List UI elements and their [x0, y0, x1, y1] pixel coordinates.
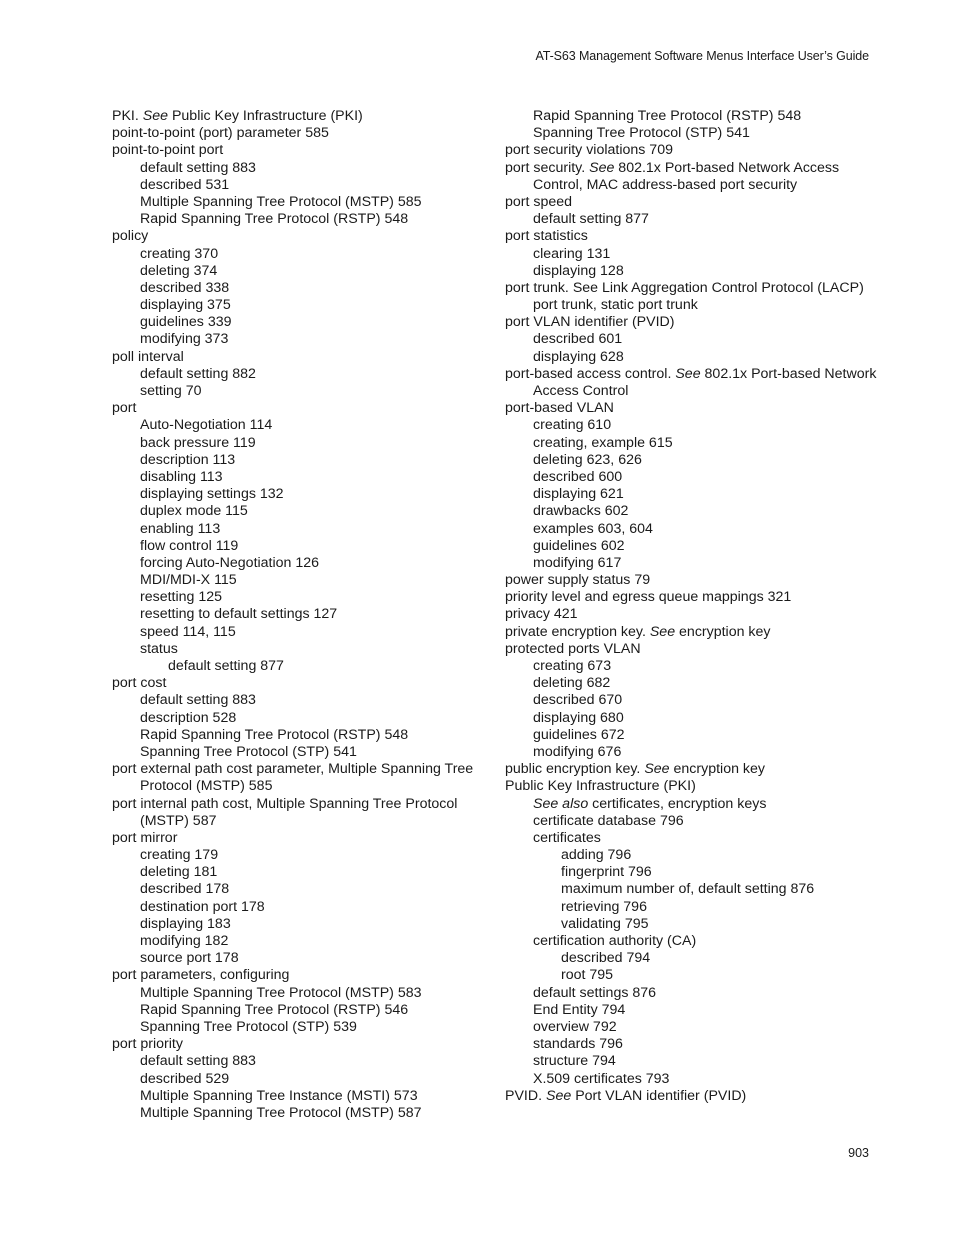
index-entry-text: displaying 621	[533, 486, 624, 503]
index-entry-text: default setting 882	[140, 365, 256, 382]
index-entry	[112, 452, 492, 469]
index-entry-text: deleting 682	[533, 675, 611, 692]
index-column-left	[112, 108, 492, 1122]
index-entry	[505, 331, 890, 348]
index-entry-text: Rapid Spanning Tree Protocol (RSTP) 546	[140, 1001, 409, 1018]
index-entry-text: Multiple Spanning Tree Protocol (MSTP) 587	[140, 1104, 422, 1121]
index-entry-text: described 600	[533, 468, 623, 485]
index-entry-text: priority level and egress queue mappings 321	[505, 589, 792, 606]
index-entry-text: MDI/MDI-X 115	[140, 572, 237, 589]
index-entry-text: port VLAN identifier (PVID)	[505, 314, 675, 331]
see-reference: See also	[533, 795, 589, 812]
index-entry-text: modifying 676	[533, 743, 622, 760]
index-entry	[505, 658, 890, 675]
index-entry	[505, 950, 890, 967]
index-entry-text: displaying settings 132	[140, 486, 284, 503]
index-entry-text: displaying 128	[533, 262, 624, 279]
index-entry	[112, 331, 492, 348]
index-entry	[505, 108, 890, 125]
index-entry	[505, 933, 890, 950]
index-entry-text: default setting 877	[533, 211, 649, 228]
index-entry	[505, 1071, 890, 1088]
index-entry-text: Multiple Spanning Tree Protocol (MSTP) 583	[140, 984, 422, 1001]
index-entry-text: described 531	[140, 176, 230, 193]
index-entry	[505, 400, 890, 417]
index-entry	[505, 125, 890, 142]
index-entry	[112, 211, 492, 228]
index-entry-text: point-to-point (port) parameter 585	[112, 125, 329, 142]
index-entry-text: creating 370	[140, 245, 219, 262]
index-entry	[112, 1019, 492, 1036]
index-entry	[505, 280, 890, 314]
index-entry	[112, 589, 492, 606]
index-entry-text: validating 795	[561, 915, 649, 932]
index-entry	[112, 641, 492, 658]
index-entry-text: port cost	[112, 675, 167, 692]
index-entry-text: displaying 375	[140, 297, 231, 314]
index-entry	[112, 263, 492, 280]
index-entry	[505, 641, 890, 658]
index-entry-text: described 338	[140, 279, 230, 296]
index-entry-continuation: port trunk, static port trunk	[533, 297, 698, 314]
index-entry	[505, 486, 890, 503]
index-entry	[505, 1053, 890, 1070]
index-entry	[505, 692, 890, 709]
index-entry	[505, 572, 890, 589]
index-entry-text: described 178	[140, 881, 230, 898]
index-entry-text: power supply status 79	[505, 572, 651, 589]
index-entry	[505, 778, 890, 795]
index-entry-text: default settings 876	[533, 984, 657, 1001]
index-entry	[112, 950, 492, 967]
index-entry-text: root 795	[561, 967, 614, 984]
index-entry	[112, 417, 492, 434]
index-entry	[505, 847, 890, 864]
index-entry-text: Rapid Spanning Tree Protocol (RSTP) 548	[140, 211, 409, 228]
index-entry-text: Port VLAN identifier (PVID)	[571, 1087, 747, 1104]
index-entry-text: port parameters, configuring	[112, 967, 290, 984]
index-entry-text: policy	[112, 228, 149, 245]
index-entry	[505, 160, 890, 194]
index-entry-text: flow control 119	[140, 537, 239, 554]
index-entry	[505, 727, 890, 744]
index-entry	[112, 246, 492, 263]
index-entry	[112, 1036, 492, 1053]
index-entry-continuation: Control, MAC address-based port security	[533, 176, 798, 193]
index-entry	[112, 383, 492, 400]
see-reference: See	[142, 108, 169, 124]
index-entry-text: deleting 181	[140, 864, 218, 881]
index-entry-text: 802.1x Port-based Network Access	[614, 159, 840, 176]
index-entry-text: Public Key Infrastructure (PKI)	[168, 108, 363, 124]
index-entry	[112, 1002, 492, 1019]
index-entry-text: port speed	[505, 193, 573, 210]
index-entry	[505, 606, 890, 623]
index-entry-text: modifying 182	[140, 933, 229, 949]
index-entry	[112, 624, 492, 641]
page-number: 903	[848, 1146, 869, 1160]
index-entry	[112, 1071, 492, 1088]
index-entry-text: certificates, encryption keys	[588, 795, 767, 812]
index-entry-text: resetting to default settings 127	[140, 606, 338, 623]
index-entry	[505, 228, 890, 245]
index-entry-continuation: Protocol (MSTP) 585	[140, 778, 273, 795]
index-entry-text: certificates	[533, 829, 601, 846]
index-entry-text: standards 796	[533, 1036, 623, 1053]
index-entry	[112, 435, 492, 452]
index-entry-text: Spanning Tree Protocol (STP) 541	[140, 743, 357, 760]
index-entry-text: adding 796	[561, 847, 632, 864]
index-entry	[112, 314, 492, 331]
index-entry	[505, 744, 890, 761]
index-entry-text: Auto-Negotiation 114	[140, 417, 273, 434]
index-entry	[112, 761, 492, 795]
index-entry	[505, 624, 890, 641]
index-entry-text: privacy 421	[505, 606, 578, 623]
index-entry-text: fingerprint 796	[561, 864, 652, 881]
index-entry-text: Spanning Tree Protocol (STP) 539	[140, 1018, 357, 1035]
index-entry-text: structure 794	[533, 1053, 616, 1070]
index-entry-text: status	[140, 640, 178, 657]
index-entry-text: maximum number of, default setting 876	[561, 881, 815, 898]
index-entry-text: certificate database 796	[533, 812, 684, 829]
index-entry	[112, 125, 492, 142]
index-entry-text: enabling 113	[140, 520, 221, 537]
index-entry	[505, 1036, 890, 1053]
index-entry-text: port priority	[112, 1036, 183, 1053]
index-entry-text: certification authority (CA)	[533, 933, 697, 949]
index-entry-text: description 113	[140, 451, 236, 468]
index-entry-text: disabling 113	[140, 468, 223, 485]
index-entry	[112, 658, 492, 675]
index-entry-text: protected ports VLAN	[505, 640, 641, 657]
index-entry	[505, 469, 890, 486]
index-entry	[112, 486, 492, 503]
index-entry	[505, 555, 890, 572]
index-entry-text: 802.1x Port-based Network	[700, 365, 877, 382]
index-entry-text: port statistics	[505, 228, 588, 245]
index-entry	[505, 589, 890, 606]
index-entry	[112, 1105, 492, 1122]
index-entry-text: Rapid Spanning Tree Protocol (RSTP) 548	[140, 726, 409, 743]
see-reference: See	[649, 623, 676, 640]
index-entry	[505, 916, 890, 933]
index-entry-continuation: Access Control	[533, 383, 629, 399]
index-entry	[505, 881, 890, 898]
index-entry	[112, 796, 492, 830]
index-entry	[112, 710, 492, 727]
index-entry-text: Spanning Tree Protocol (STP) 541	[533, 125, 750, 142]
index-entry-continuation: (MSTP) 587	[140, 812, 217, 829]
index-entry	[112, 177, 492, 194]
index-entry-text: End Entity 794	[533, 1001, 626, 1018]
index-entry	[505, 503, 890, 520]
index-entry	[505, 967, 890, 984]
index-entry	[505, 1002, 890, 1019]
index-entry-text: port-based access control.	[505, 365, 676, 382]
index-entry	[112, 675, 492, 692]
index-entry	[112, 933, 492, 950]
index-entry-text: deleting 374	[140, 262, 218, 279]
index-entry	[112, 349, 492, 366]
index-entry-text: described 670	[533, 692, 623, 709]
index-entry	[505, 211, 890, 228]
index-entry-text: creating 673	[533, 658, 612, 674]
index-entry-text: PKI.	[112, 108, 143, 124]
index-entry-text: described 529	[140, 1070, 230, 1087]
index-entry-text: source port 178	[140, 950, 239, 967]
index-entry	[505, 417, 890, 434]
index-entry-text: guidelines 339	[140, 314, 232, 331]
index-entry-text: encryption key	[675, 623, 771, 640]
index-entry	[112, 967, 492, 984]
index-entry	[112, 297, 492, 314]
index-entry-text: deleting 623, 626	[533, 451, 642, 468]
index-entry-text: clearing 131	[533, 245, 611, 262]
index-entry	[112, 194, 492, 211]
index-entry-text: port mirror	[112, 829, 178, 846]
index-entry-text: setting 70	[140, 383, 202, 399]
index-entry-text: port internal path cost, Multiple Spanning Tree Protocol	[112, 795, 458, 812]
index-entry	[505, 349, 890, 366]
index-entry	[505, 813, 890, 830]
index-entry-text: forcing Auto-Negotiation 126	[140, 554, 320, 571]
index-entry-text: PVID.	[505, 1087, 546, 1104]
index-entry-text: creating, example 615	[533, 434, 673, 451]
index-entry-text: examples 603, 604	[533, 520, 653, 537]
index-entry	[505, 435, 890, 452]
index-entry-text: port	[112, 400, 137, 417]
index-entry	[505, 985, 890, 1002]
index-entry-text: retrieving 796	[561, 898, 647, 915]
index-entry-text: port security violations 709	[505, 142, 673, 159]
index-entry-text: displaying 680	[533, 709, 624, 726]
index-entry-text: duplex mode 115	[140, 503, 248, 520]
index-entry	[505, 1088, 890, 1105]
index-entry	[505, 452, 890, 469]
index-entry	[112, 503, 492, 520]
index-entry-text: resetting 125	[140, 589, 223, 606]
index-entry-text: default setting 883	[140, 159, 256, 176]
index-entry-text: port security.	[505, 159, 590, 176]
index-entry	[112, 692, 492, 709]
index-entry-text: public encryption key.	[505, 761, 645, 778]
index-entry	[112, 744, 492, 761]
index-entry	[505, 314, 890, 331]
index-entry	[112, 400, 492, 417]
index-entry-text: speed 114, 115	[140, 623, 236, 640]
index-entry	[112, 142, 492, 159]
see-reference: See	[644, 761, 670, 778]
index-entry-text: port external path cost parameter, Multiple Spanning Tree	[112, 761, 474, 778]
index-entry	[505, 761, 890, 778]
index-entry	[505, 675, 890, 692]
index-entry-text: guidelines 602	[533, 537, 625, 554]
index-entry	[112, 366, 492, 383]
index-entry-text: back pressure 119	[140, 434, 256, 451]
index-entry	[505, 710, 890, 727]
index-entry-text: modifying 373	[140, 331, 229, 348]
index-entry-text: default setting 883	[140, 1053, 256, 1070]
index-entry-text: port trunk. See Link Aggregation Control Protocol (LACP)	[505, 279, 864, 296]
index-entry	[112, 1088, 492, 1105]
see-reference: See	[675, 365, 701, 382]
index-entry	[112, 847, 492, 864]
index-entry-text: encryption key	[669, 761, 765, 778]
index-entry-text: drawbacks 602	[533, 503, 629, 520]
index-entry	[505, 142, 890, 159]
index-entry	[505, 366, 890, 400]
index-entry-text: poll interval	[112, 348, 184, 365]
index-entry	[505, 864, 890, 881]
index-entry-text: modifying 617	[533, 554, 622, 571]
index-entry-text: Public Key Infrastructure (PKI)	[505, 778, 696, 795]
index-entry	[112, 881, 492, 898]
index-entry-text: destination port 178	[140, 898, 265, 915]
index-entry	[112, 521, 492, 538]
index-entry	[505, 899, 890, 916]
index-entry-text: displaying 183	[140, 915, 231, 932]
index-entry	[505, 796, 890, 813]
index-entry	[112, 916, 492, 933]
index-entry	[112, 108, 492, 125]
index-column-right	[505, 108, 890, 1105]
index-entry-text: point-to-point port	[112, 142, 224, 159]
index-entry	[112, 1053, 492, 1070]
index-entry	[505, 194, 890, 211]
index-entry-text: described 601	[533, 331, 623, 348]
index-entry	[112, 228, 492, 245]
index-entry-text: Multiple Spanning Tree Instance (MSTI) 573	[140, 1087, 418, 1104]
index-entry-text: default setting 883	[140, 692, 256, 709]
index-entry	[112, 899, 492, 916]
index-entry-text: Rapid Spanning Tree Protocol (RSTP) 548	[533, 108, 802, 124]
see-reference: See	[589, 159, 615, 176]
index-entry-text: X.509 certificates 793	[533, 1070, 670, 1087]
index-entry-text: description 528	[140, 709, 237, 726]
index-entry	[112, 555, 492, 572]
see-reference: See	[546, 1087, 572, 1104]
index-entry	[112, 864, 492, 881]
index-entry-text: displaying 628	[533, 348, 624, 365]
index-entry-text: creating 179	[140, 847, 219, 864]
index-entry	[505, 830, 890, 847]
index-entry-text: described 794	[561, 950, 651, 967]
index-entry-text: port-based VLAN	[505, 400, 614, 417]
index-entry	[505, 263, 890, 280]
index-entry-text: Multiple Spanning Tree Protocol (MSTP) 585	[140, 193, 422, 210]
index-entry-text: creating 610	[533, 417, 612, 434]
index-entry	[112, 606, 492, 623]
index-entry	[112, 727, 492, 744]
index-entry	[112, 572, 492, 589]
index-entry	[112, 538, 492, 555]
index-entry	[112, 280, 492, 297]
index-entry	[112, 469, 492, 486]
index-entry	[505, 246, 890, 263]
index-entry	[112, 160, 492, 177]
index-entry	[112, 830, 492, 847]
index-entry	[112, 985, 492, 1002]
index-entry	[505, 538, 890, 555]
index-entry-text: private encryption key.	[505, 623, 650, 640]
index-entry-text: default setting 877	[168, 658, 284, 674]
index-entry-text: overview 792	[533, 1018, 617, 1035]
running-header: AT-S63 Management Software Menus Interface User’s Guide	[535, 49, 869, 63]
index-entry	[505, 521, 890, 538]
index-entry-text: guidelines 672	[533, 726, 625, 743]
index-entry	[505, 1019, 890, 1036]
